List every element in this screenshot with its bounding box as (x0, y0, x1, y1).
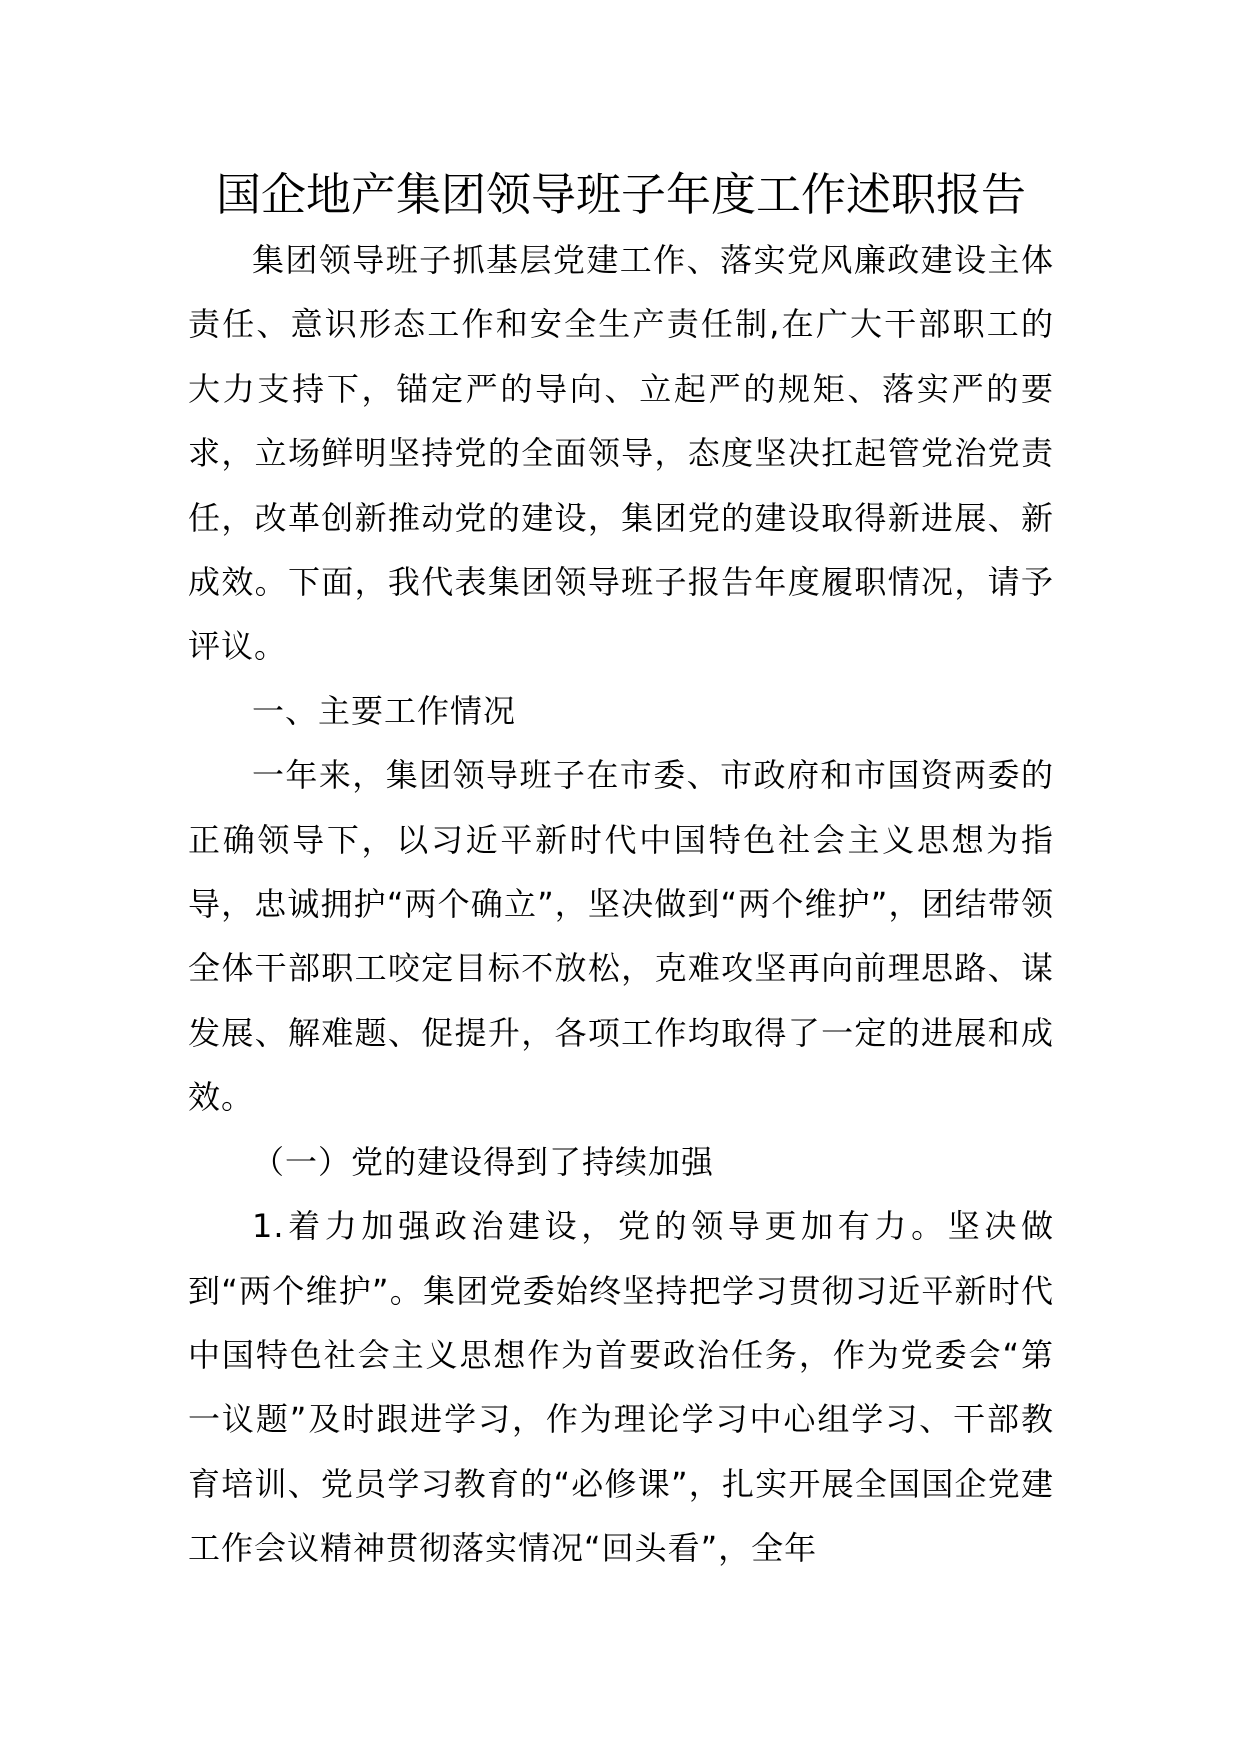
section-heading-main-work: 一、主要工作情况 (252, 691, 517, 730)
document-title: 国企地产集团领导班子年度工作述职报告 (215, 168, 1026, 221)
document-page (188, 162, 1054, 1581)
political-building-paragraph: 1.着力加强政治建设，党的领导更加有力。坚决做到“两个维护”。集团党委始终坚持把学习贯彻习近平新时代中国特色社会主义思想作为首要政治任务，作为党委会“第一议题”及时跟进学习，作为理论学习中心组学习、干部教育培训、党员学习教育的“必修课”，扎实开展全国国企党建工作会议精神贯彻落实情况“回头看”，全年 (188, 1207, 1054, 1568)
subsection-heading-party-building: （一）党的建设得到了持续加强 (252, 1142, 715, 1181)
overview-paragraph: 一年来，集团领导班子在市委、市政府和市国资两委的正确领导下，以习近平新时代中国特色社会主义思想为指导，忠诚拥护“两个确立”，坚决做到“两个维护”，团结带领全体干部职工咬定目标不放松，克难攻坚再向前理思路、谋发展、解难题、促提升，各项工作均取得了一定的进展和成效。 (188, 756, 1054, 1117)
intro-paragraph: 集团领导班子抓基层党建工作、落实党风廉政建设主体责任、意识形态工作和安全生产责任制,在广大干部职工的大力支持下，锚定严的导向、立起严的规矩、落实严的要求，立场鲜明坚持党的全面领导，态度坚决扛起管党治党责任，改革创新推动党的建设，集团党的建设取得新进展、新成效。下面，我代表集团领导班子报告年度履职情况，请予评议。 (188, 241, 1054, 666)
